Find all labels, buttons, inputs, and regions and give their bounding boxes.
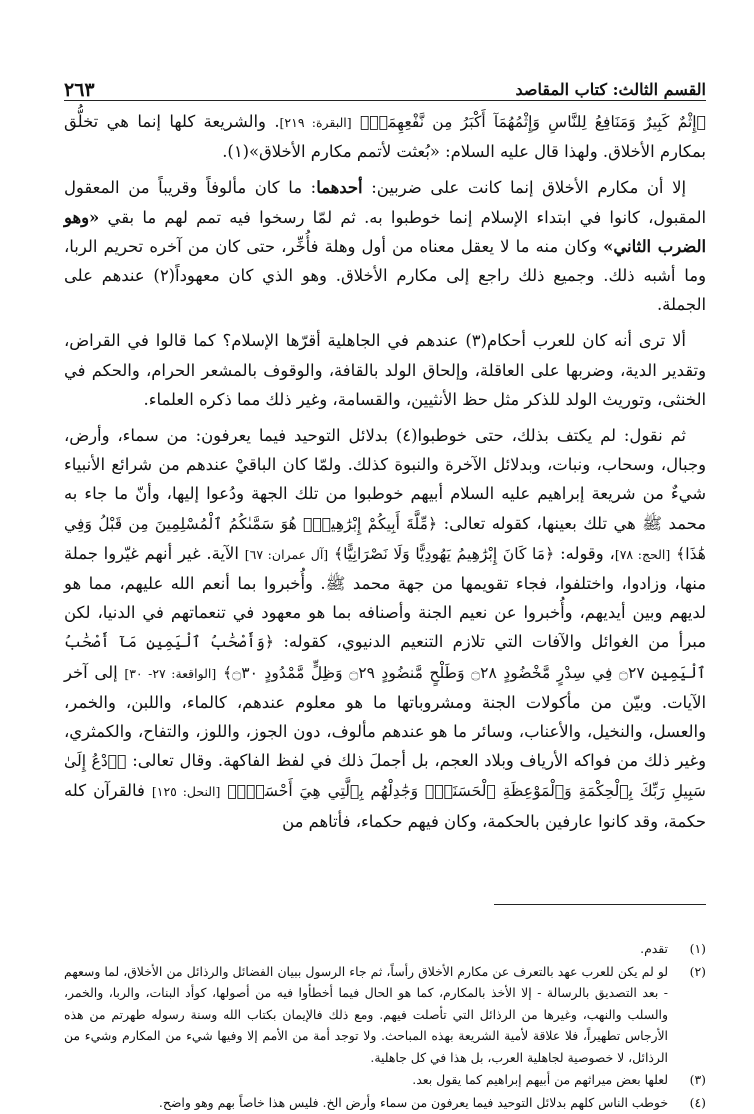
verse-reference: [الحج: ٧٨] [614,546,671,562]
paragraph-1 [64,107,706,166]
footnote-separator [494,904,706,905]
paragraph-text: إلا أن مكارم الأخلاق إنما كانت على ضربين: [362,178,686,198]
verse-reference: [النحل: ١٢٥] [151,784,221,800]
footnote-number: (٢) [689,963,706,979]
footnotes [64,938,706,1114]
paragraph-text: ثم نقول: لم يكتف بذلك، حتى خوطبوا(٤) بدلائل التوحيد فيما يعرفون: من سماء، وأرض، وجبال، وسحاب، ونبات، وبدلائل الآخرة والنبوة كذلك. ولمّا كان الباقيْ عندهم من شرائع الأنبياء شيءٌ من شريعة إبراهيم عليه السلام أبيهم خوطبوا من تلك الجهة ودُعوا إليها، وأنّ ما جاء به محمد ﷺ هي تلك بعينها، كقوله تعالى: [64,426,706,533]
footnote [64,1069,706,1091]
quran-verse: ﴿مِّلَّةَ أَبِيكُمْ إِبْرَٰهِيمَۚ هُوَ سَمَّىٰكُمُ ٱلْمُسْلِمِينَ مِن قَبْلُ وَفِي هَٰذَا﴾ [64,514,707,563]
verse-reference: [الواقعة: ٢٧- ٣٠] [124,665,217,681]
paragraph-text: الآية. غير أنهم غيّروا جملة منها، وزادوا، واختلفوا، فجاء تقويمها من جهة محمد ﷺ. وأُخبروا بما أنعم الله عليهم، مما هو لديهم وبين أيديهم، وأُخبروا عن نعيم الجنة وأصنافه بما هو معهود في تنعماتهم في الدنيا، لكن مبرأ من الغوائل والآفات التي تلازم التنعيم الدنيوي، كقوله: [64,543,706,652]
footnote-number: (٤) [689,1094,706,1110]
paragraph-text: ، وقوله: [554,543,615,563]
header-title: القسم الثالث: كتاب المقاصد [515,80,706,99]
footnote-text: خوطب الناس كلهم بدلائل التوحيد فيما يعرفون من سماء وأرض الخ. فليس هذا خاصاً بهم وهو واضح. [158,1094,668,1110]
footnote-text: لو لم يكن للعرب عهد بالتعرف عن مكارم الأخلاق رأساً، ثم جاء الرسول ببيان الفضائل والرذائل من الأخلاق، لما وسعهم - بعد التصديق بالرسالة - إلا الأخذ بالمكارم، كما هو الحال فيما أخطأوا فيه من أصولها، كوأد البنات، والربا، والخمر، والسلب والنهب، وغيرها من الرذائل التي تأصلت فيهم. ومع ذلك فالإيمان بكتاب الله وسنة رسوله طهرتم من هذه الأرجاس تطهيراً، فلا علاقة لأمية الشريعة بهذه المباحث. ولا توجد أمة من الأمم إلا وفيها شيء من المكارم وشيء من الرذائل، لا خصوصية لجاهلية العرب، بل هذا في كل جاهلية. [64,963,668,1065]
paragraph-text: . والشريعة كلها إنما هي تخلُّق بمكارم الأخلاق. ولهذا قال عليه السلام: «بُعثت لأتمم مكارم الأخلاق»(١). [64,112,706,162]
paragraph-text: ألا ترى أنه كان للعرب أحكام(٣) عندهم في الجاهلية أقرّها الإسلام؟ كما قالوا في القراض، وتقدير الدية، وضربها على العاقلة، وإلحاق الولد بالقافة، والوقوف بالمشعر الحرام، والحكم في الخنثى، وتوريث الولد للذكر مثل حظ الأنثيين، والقسامة، وغير ذلك مما ذكره العلماء. [64,331,706,409]
bold-term: «وهو الضرب الثاني» [64,207,706,256]
main-text [64,107,706,836]
paragraph-text: وكان منه ما لا يعقل معناه من أول وهلة فأُخِّر، حتى كان من آخره تحريم الربا، وما أشبه ذلك. وجميع ذلك راجع إلى مكارم الأخلاق. وهو الذي كان معهوداً(٢) عندهم على الجملة. [64,236,706,315]
paragraph-3 [64,326,706,414]
quran-verse: ﴿إِثْمٌ كَبِيرٌ وَمَنَافِعُ لِلنَّاسِ وَإِثْمُهُمَآ أَكْبَرُ مِن نَّفْعِهِمَاۗ﴾ [360,113,706,131]
paragraph-text: إلى آخر الآيات. وبيّن من مأكولات الجنة ومشروباتها ما هو معلوم عندهم، كالماء، واللبن، والخمر، والعسل، والنخيل، والأعناب، وسائر ما هو عندهم مألوف، دون الجوز، واللوز، والتفاح، والكمثري، وغير ذلك من فواكه الأرياف وبلاد العجم، بل أجملَ ذلك في لفظ الفاكهة. وقال تعالى: [64,662,706,771]
quran-verse: ﴿ٱدْعُ إِلَىٰ سَبِيلِ رَبِّكَ بِٱلْحِكْمَةِ وَٱلْمَوْعِظَةِ ٱلْحَسَنَةِۖ وَجَٰدِلْهُم بِٱلَّتِي هِيَ أَحْسَنُۚ﴾ [64,752,706,801]
footnote [64,961,706,1069]
footnote [64,938,706,960]
quran-verse: ﴿مَا كَانَ إِبْرَٰهِيمُ يَهُودِيًّا وَلَا نَصْرَانِيًّا﴾ [334,544,555,563]
footnote [64,1092,706,1114]
verse-reference: [آل عمران: ٦٧] [244,546,329,562]
footnote-text: تقدم. [640,941,668,956]
quran-verse: ﴿وَأَصْحَٰبُ ٱلْيَمِينِ مَآ أَصْحَٰبُ ٱلْيَمِينِ ۝٢٧ فِي سِدْرٍ مَّخْضُودٍ ۝٢٨ وَطَلْحٍ مَّنضُودٍ ۝٢٩ وَظِلٍّ مَّمْدُودٍ ۝٣٠﴾ [64,633,707,682]
footnote-number: (١) [689,941,706,956]
book-page [64,66,707,1110]
verse-reference: [البقرة: ٢١٩] [279,115,352,130]
paragraph-text: : ما كان مألوفاً وقريباً من المعقول المقبول، كانوا في ابتداء الإسلام إنما خوطبوا به. ثم لمّا رسخوا فيه تمم لهم ما بقي [64,178,706,227]
bold-term: أحدهما [316,178,363,198]
running-header [64,66,706,101]
paragraph-text: فالقرآن كله حكمة، وقد كانوا عارفين بالحكمة، وكان فيهم حكماء، فأتاهم من [64,781,706,831]
page-number: ٢٦٣ [64,79,95,101]
footnote-text: لعلها بعض ميراثهم من أبيهم إبراهيم كما يقول بعد. [412,1072,668,1087]
footnote-number: (٣) [689,1072,706,1087]
paragraph-4 [64,421,706,836]
paragraph-2 [64,173,706,319]
